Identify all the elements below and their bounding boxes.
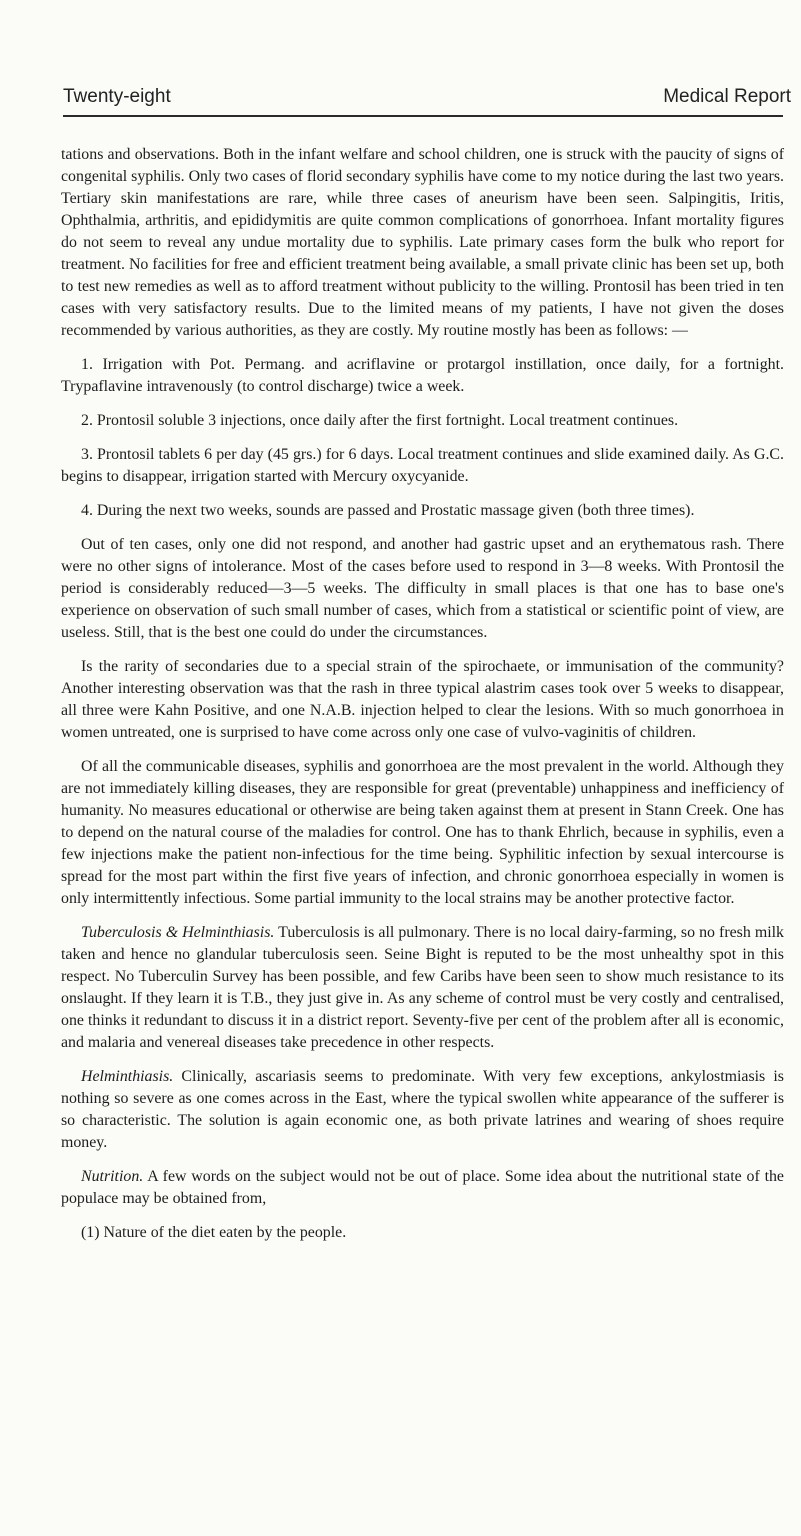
report-body bbox=[61, 144, 784, 1256]
tuberculosis-text: Tuberculosis is all pulmonary. There is no local dairy-farming, so no fresh milk taken and hence no glandular tuberculosis seen. Seine Bight is reputed to be the most unhealthy spot in this respect. No Tuberculin Survey has been possible, and few Caribs have been seen to show much resistance to its onslaught. If they learn it is T.B., they just give in. As any scheme of control must be very costly and centralised, one thinks it redundant to discuss it in a district report. Seventy-five per cent of the problem after all is economic, and malaria and venereal diseases take precedence in other respects. bbox=[61, 924, 785, 1051]
page-header bbox=[63, 86, 791, 116]
treatment-step-2: 2. Prontosil soluble 3 injections, once daily after the first fortnight. Local treatment continues. bbox=[81, 412, 679, 429]
header-rule bbox=[63, 115, 783, 117]
report-title: Medical Report bbox=[663, 86, 791, 107]
nutrition-point-1: (1) Nature of the diet eaten by the people. bbox=[81, 1224, 347, 1241]
treatment-step-3: 3. Prontosil tablets 6 per day (45 grs.) for 6 days. Local treatment continues and slide examined daily. As G.C. begins to disappear, irrigation started with Mercury oxycyanide. bbox=[61, 446, 784, 485]
paragraph-results: Out of ten cases, only one did not respond, and another had gastric upset and an erythematous rash. There were no other signs of intolerance. Most of the cases before used to respond in 3—8 weeks. With Prontosil the period is considerably reduced—3—5 weeks. The difficulty in small places is that one has to base one's experience on observation of such small number of cases, which from a statistical or scientific point of view, are useless. Still, that is the best one could do under the circumstances. bbox=[61, 536, 784, 641]
paragraph-nutrition bbox=[61, 1166, 784, 1210]
nutrition-text: A few words on the subject would not be out of place. Some idea about the nutritional state of the populace may be obtained from, bbox=[61, 1168, 784, 1207]
treatment-step-1: 1. Irrigation with Pot. Permang. and acriflavine or protargol instillation, once daily, for a fortnight. Trypaflavine intravenously (to control discharge) twice a week. bbox=[61, 356, 784, 395]
section-heading-nutrition: Nutrition. bbox=[81, 1168, 144, 1185]
section-heading-helminthiasis: Helminthiasis. bbox=[81, 1068, 174, 1085]
paragraph-tuberculosis bbox=[61, 922, 784, 1054]
paragraph-rarity-of-secondaries: Is the rarity of secondaries due to a special strain of the spirochaete, or immunisation of the community? Another interesting observation was that the rash in three typical alastrim cases took over 5 weeks to disappear, all three were Kahn Positive, and one N.A.B. injection helped to clear the lesions. With so much gonorrhoea in women untreated, one is surprised to have come across only one case of vulvo-vaginitis of children. bbox=[61, 658, 784, 741]
treatment-step-4: 4. During the next two weeks, sounds are passed and Prostatic massage given (both three times). bbox=[81, 502, 695, 519]
section-heading-tuberculosis: Tuberculosis & Helminthiasis. bbox=[81, 924, 275, 941]
helminthiasis-text: Clinically, ascariasis seems to predominate. With very few exceptions, ankylostmiasis is nothing so severe as one comes across in the East, where the typical swollen white appearance of the sufferer is so characteristic. The solution is again economic one, as both private latrines and wearing of shoes require money. bbox=[61, 1068, 784, 1151]
paragraph-syphilis-observations: tations and observations. Both in the infant welfare and school children, one is struck with the paucity of signs of congenital syphilis. Only two cases of florid secondary syphilis have come to my notice during the last two years. Tertiary skin manifestations are rare, while three cases of aneurism have been seen. Salpingitis, Iritis, Ophthalmia, arthritis, and epididymitis are quite common complications of gonorrhoea. Infant mortality figures do not seem to reveal any undue mortality due to syphilis. Late primary cases form the bulk who report for treatment. No facilities for free and efficient treatment being available, a small private clinic has been set up, both to test new remedies as well as to afford treatment without publicity to the willing. Prontosil has been tried in ten cases with very satisfactory results. Due to the limited means of my patients, I have not given the doses recommended by various authorities, as they are costly. My routine mostly has been as follows: — bbox=[61, 146, 784, 339]
paragraph-helminthiasis bbox=[61, 1066, 784, 1154]
page-number-label: Twenty-eight bbox=[63, 86, 171, 107]
paragraph-communicable-diseases: Of all the communicable diseases, syphilis and gonorrhoea are the most prevalent in the world. Although they are not immediately killing diseases, they are responsible for great (preventable) unhappiness and inefficiency of humanity. No measures educational or otherwise are being taken against them at present in Stann Creek. One has to depend on the natural course of the maladies for control. One has to thank Ehrlich, because in syphilis, even a few injections make the patient non-infectious for the time being. Syphilitic infection by sexual intercourse is spread for the most part within the first five years of infection, and chronic gonorrhoea especially in women is only intermittently infectious. Some partial immunity to the local strains may be another protective factor. bbox=[61, 758, 784, 907]
